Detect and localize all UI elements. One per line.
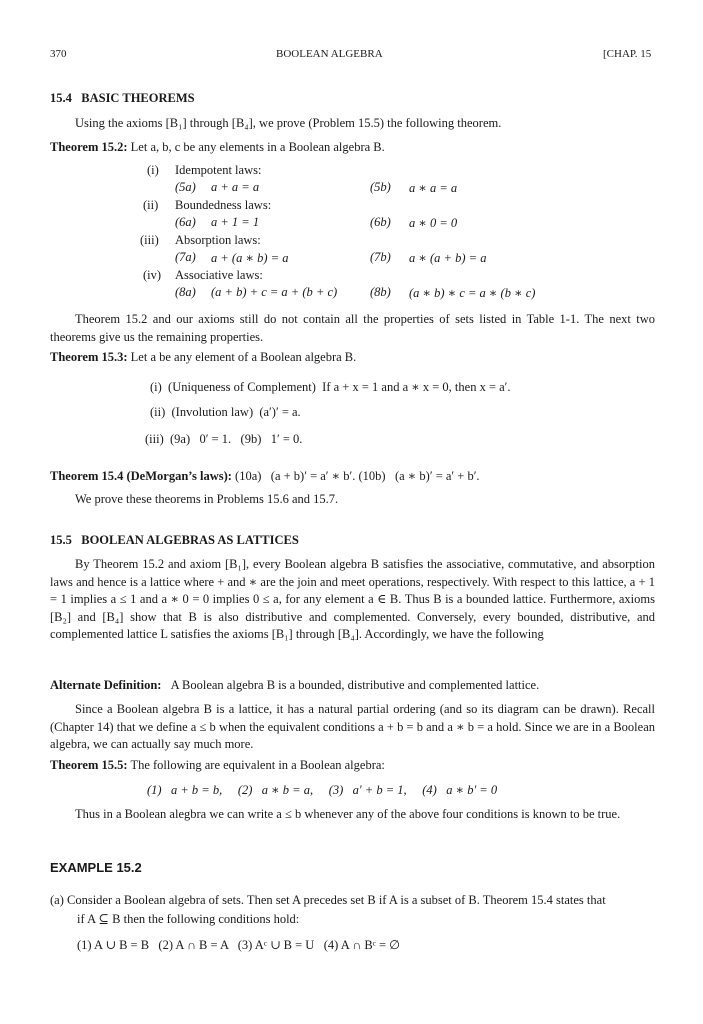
theorem-15-3-item-ii: (ii) (Involution law) (a′)′ = a. [150, 405, 301, 419]
definition-text: A Boolean algebra B is a bounded, distributive and complemented lattice. [170, 678, 540, 692]
theorem-label: Theorem 15.3: [50, 350, 128, 364]
thus-line: Thus in a Boolean alegbra we can write a ≤ b whenever any of the above four conditions is known to be true. [75, 807, 621, 821]
law-name: Associative laws: [175, 268, 263, 282]
theorem-label: Theorem 15.5: [50, 758, 128, 772]
running-title: BOOLEAN ALGEBRA [276, 48, 383, 60]
theorem-15-3-item-i: (i) (Uniqueness of Complement) If a + x = 1 and a ∗ x = 0, then x = a′. [150, 380, 511, 394]
law-formula-b: a ∗ a = a [409, 181, 458, 195]
example-part-a-continued: if A ⊆ B then the following conditions hold: [77, 912, 300, 926]
law-label-b: (5b) [370, 180, 391, 194]
law-label-a: (7a) [175, 250, 196, 264]
example-conditions: (1) A ∪ B = B (2) A ∩ B = A (3) Aᶜ ∪ B = U (4) A ∩ Bᶜ = ∅ [77, 938, 401, 952]
theorem-text: Let a be any element of a Boolean algebra B. [130, 350, 357, 364]
law-name: Idempotent laws: [175, 163, 262, 177]
law-formula-a: a + (a ∗ b) = a [211, 251, 289, 265]
law-formula-b: a ∗ (a + b) = a [409, 251, 487, 265]
law-name: Boundedness laws: [175, 198, 272, 212]
theorem-15-5-conditions: (1) a + b = b, (2) a ∗ b = a, (3) a′ + b = 1, (4) a ∗ b′ = 0 [147, 783, 498, 797]
law-formula-b: (a ∗ b) ∗ c = a ∗ (b ∗ c) [409, 286, 536, 300]
law-number: (iii) [140, 233, 159, 247]
alternate-definition [50, 678, 539, 693]
law-formula-a: a + a = a [211, 180, 260, 194]
theorem-15-3 [50, 350, 356, 365]
theorem-text: (10a) (a + b)′ = a′ ∗ b′. (10b) (a ∗ b)′ = a′ + b′. [235, 469, 480, 483]
section-intro: Using the axioms [B₁] through [B₄], we prove (Problem 15.5) the following theorem. [75, 116, 502, 130]
theorem-15-3-item-iii: (iii) (9a) 0′ = 1. (9b) 1′ = 0. [145, 432, 303, 446]
paragraph-lattice: By Theorem 15.2 and axiom [B₁], every Boolean algebra B satisfies the associative, commutative, and absorption laws and hence is a lattice where + and ∗ are the join and meet operations, respectively. With respect to this lattice, a + 1 = 1 implies a ≤ 1 and a ∗ 0 = 0 implies 0 ≤ a, for any element a ∈ B. Thus B is a bounded lattice. Furthermore, axioms [B₂] and [B₄] show that B is also distributive and complemented. Conversely, every bounded, distributive, and complemented lattice L satisfies the axioms [B₁] through [B₄]. Accordingly, we have the following [50, 557, 655, 641]
paragraph-partial-order: Since a Boolean algebra B is a lattice, it has a natural partial ordering (and so its diagram can be drawn). Recall (Chapter 14) that we define a ≤ b when the equivalent conditions a + b = b and a ∗ b = a hold. Since we are in a Boolean algebra, we can actually say much more. [50, 702, 655, 751]
theorem-15-5 [50, 758, 385, 773]
law-number: (ii) [143, 198, 159, 212]
theorem-label: Theorem 15.2: [50, 140, 128, 154]
theorem-15-4 [50, 468, 480, 484]
example-title: EXAMPLE 15.2 [50, 860, 142, 875]
law-number: (iv) [143, 268, 162, 282]
prove-line: We prove these theorems in Problems 15.6 and 15.7. [75, 492, 339, 506]
law-name: Absorption laws: [175, 233, 261, 247]
example-part-a: (a) Consider a Boolean algebra of sets. Then set A precedes set B if A is a subset of B. Theorem 15.4 states that [50, 893, 606, 907]
theorem-text: Let a, b, c be any elements in a Boolean algebra B. [130, 140, 385, 154]
law-label-a: (8a) [175, 285, 196, 299]
law-number: (i) [147, 163, 159, 177]
law-label-b: (6b) [370, 215, 391, 229]
law-formula-a: a + 1 = 1 [211, 215, 260, 229]
law-formula-b: a ∗ 0 = 0 [409, 216, 458, 230]
law-label-b: (8b) [370, 285, 391, 299]
law-label-b: (7b) [370, 250, 391, 264]
theorem-15-2 [50, 140, 385, 155]
law-label-a: (6a) [175, 215, 196, 229]
law-formula-a: (a + b) + c = a + (b + c) [211, 285, 338, 299]
theorem-label: Theorem 15.4 (DeMorgan’s laws): [50, 469, 232, 483]
chapter-label: [CHAP. 15 [603, 48, 652, 60]
section-title-15-4: 15.4 BASIC THEOREMS [50, 91, 195, 105]
theorem-text: The following are equivalent in a Boolean algebra: [130, 758, 385, 772]
page-number: 370 [50, 48, 67, 60]
law-label-a: (5a) [175, 180, 196, 194]
paragraph-remaining-properties: Theorem 15.2 and our axioms still do not contain all the properties of sets listed in Table 1-1. The next two theorems give us the remaining properties. [50, 312, 655, 344]
definition-label: Alternate Definition: [50, 678, 162, 692]
section-title-15-5: 15.5 BOOLEAN ALGEBRAS AS LATTICES [50, 533, 299, 547]
